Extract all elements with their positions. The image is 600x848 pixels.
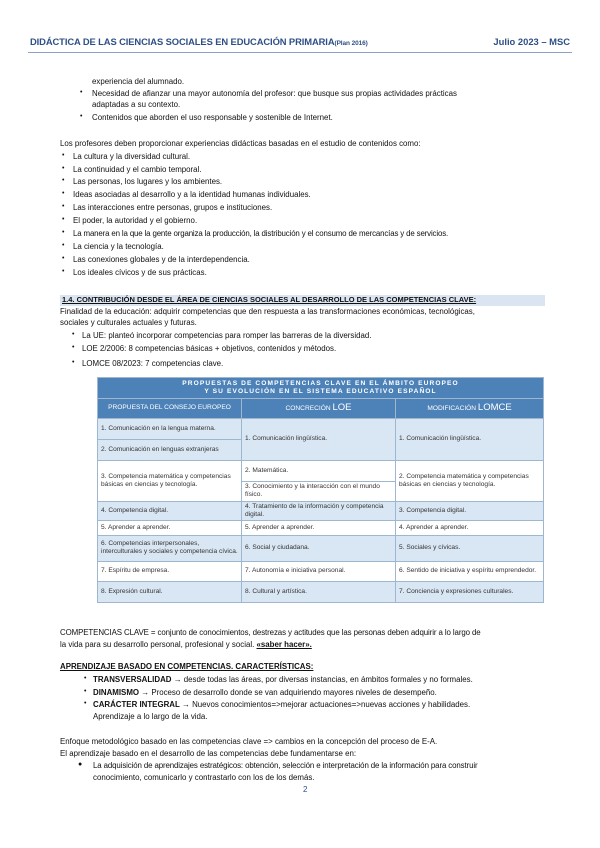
table-cell: 4. Tratamiento de la información y competencia digital. xyxy=(242,501,396,520)
bullet-icon: • xyxy=(62,190,65,197)
definition-line: COMPETENCIAS CLAVE = conjunto de conocimientos, destrezas y actitudes que las personas deben adquirir a lo largo de xyxy=(60,628,481,637)
list-item: Ideas asociadas al desarrollo y a la identidad humanas individuales. xyxy=(73,190,311,199)
table-cell: 1. Comunicación lingüística. xyxy=(242,418,396,460)
bullet-icon: • xyxy=(84,700,87,707)
list-item: Las interacciones entre personas, grupos e instituciones. xyxy=(73,203,273,212)
definition-line: la vida para su desarrollo personal, profesional y social. «saber hacer». xyxy=(60,640,312,649)
learning-item: DINAMISMO → Proceso de desarrollo donde se van adquiriendo mayores niveles de desempeño. xyxy=(93,688,437,697)
column-header: CONCRECIÓN LOE xyxy=(242,398,396,418)
list-item: Las personas, los lugares y los ambientes. xyxy=(73,177,223,186)
bullet-icon: • xyxy=(62,229,65,236)
table-title: PROPUESTAS DE COMPETENCIAS CLAVE EN EL ÁMBITO EUROPEO Y SU EVOLUCIÓN EN EL SISTEMA EDUCATIVO ESPAÑOL xyxy=(98,378,544,399)
page-number: 2 xyxy=(303,785,308,794)
approach-line: Enfoque metodológico basado en las competencias clave => cambios en la concepción del proceso de E-A. xyxy=(60,737,438,746)
list-item: La cultura y la diversidad cultural. xyxy=(73,152,191,161)
table-cell: 5. Aprender a aprender. xyxy=(98,520,242,535)
table-cell: 6. Sentido de iniciativa y espíritu emprendedor. xyxy=(396,561,544,581)
table-cell: 6. Social y ciudadana. xyxy=(242,535,396,561)
intro-bullet: Contenidos que aborden el uso responsable y sostenible de Internet. xyxy=(92,113,333,122)
header-title: DIDÁCTICA DE LAS CIENCIAS SOCIALES EN EDUCACIÓN PRIMARIA(Plan 2016) xyxy=(30,36,368,47)
section-heading: 1.4. CONTRIBUCIÓN DESDE EL ÁREA DE CIENCIAS SOCIALES AL DESARROLLO DE LAS COMPETENCIAS CLAVE: xyxy=(62,295,477,304)
learning-item: TRANSVERSALIDAD → desde todas las áreas, por diversas instancias, en ámbitos formales y no formales. xyxy=(93,675,473,684)
list-item: Las conexiones globales y de la interdependencia. xyxy=(73,255,250,264)
bullet-icon: • xyxy=(62,216,65,223)
bullet-icon: • xyxy=(62,177,65,184)
list-item: La manera en la que la gente organiza la producción, la distribución y el consumo de mercancías y de servicios. xyxy=(73,229,449,238)
table-cell: 7. Conciencia y expresiones culturales. xyxy=(396,581,544,602)
bullet-icon: • xyxy=(62,152,65,159)
bullet-icon: • xyxy=(62,268,65,275)
section-bullet: LOE 2/2006: 8 competencias básicas + objetivos, contenidos y métodos. xyxy=(82,344,337,353)
bullet-icon: • xyxy=(84,675,87,682)
bullet-icon: • xyxy=(72,359,75,366)
list-item: Los ideales cívicos y de sus prácticas. xyxy=(73,268,207,277)
bullet-icon: ● xyxy=(78,761,83,768)
list-item: La continuidad y el cambio temporal. xyxy=(73,165,202,174)
approach-bullet-cont: conocimiento, comunicarlo y contrastarlo con los de los demás. xyxy=(93,773,315,782)
table-cell: 4. Aprender a aprender. xyxy=(396,520,544,535)
bullet-icon: • xyxy=(80,113,83,120)
bullet-icon: • xyxy=(84,688,87,695)
table-cell: 3. Conocimiento y la interacción con el mundo físico. xyxy=(242,481,396,501)
header-date: Julio 2023 – MSC xyxy=(493,36,570,47)
bullet-icon: • xyxy=(62,165,65,172)
approach-line: El aprendizaje basado en el desarrollo de las competencias debe fundamentarse en: xyxy=(60,749,357,758)
table-cell: 2. Matemática. xyxy=(242,460,396,481)
learning-continuation: Aprendizaje a lo largo de la vida. xyxy=(93,712,208,721)
bullet-icon: • xyxy=(80,89,83,96)
intro-bullet-cont: adaptadas a su contexto. xyxy=(92,100,181,109)
bullet-icon: • xyxy=(62,255,65,262)
bullet-icon: • xyxy=(72,344,75,351)
section-bullet: LOMCE 08/2023: 7 competencias clave. xyxy=(82,359,224,368)
section-bullet: La UE: planteó incorporar competencias para romper las barreras de la diversidad. xyxy=(82,331,372,340)
page-header xyxy=(28,30,572,53)
table-cell: 4. Competencia digital. xyxy=(98,501,242,520)
table-cell: 7. Autonomía e iniciativa personal. xyxy=(242,561,396,581)
table-cell: 5. Sociales y cívicas. xyxy=(396,535,544,561)
table-cell: 2. Competencia matemática y competencias básicas en ciencias y tecnología. xyxy=(396,460,544,501)
table-cell: 8. Cultural y artística. xyxy=(242,581,396,602)
column-header: MODIFICACIÓN LOMCE xyxy=(396,398,544,418)
competencies-table xyxy=(97,377,544,603)
bullet-icon: • xyxy=(62,242,65,249)
intro-bullet: Necesidad de afianzar una mayor autonomía del profesor: que busque sus propias actividades prácticas xyxy=(92,89,457,98)
bullet-icon: • xyxy=(62,203,65,210)
table-cell: 8. Expresión cultural. xyxy=(98,581,242,602)
contents-lead: Los profesores deben proporcionar experiencias didácticas basadas en el estudio de contenidos como: xyxy=(60,139,421,148)
section-paragraph: Finalidad de la educación: adquirir competencias que den respuesta a las transformaciones económicas, tecnológicas, xyxy=(60,307,475,316)
section-paragraph-cont: sociales y culturales actuales y futuras. xyxy=(60,318,197,327)
table-cell: 6. Competencias interpersonales, interculturales y sociales y competencia cívica. xyxy=(98,535,242,561)
table-cell: 1. Comunicación en la lengua materna. xyxy=(98,418,242,439)
table-cell: 5. Aprender a aprender. xyxy=(242,520,396,535)
table-cell: 7. Espíritu de empresa. xyxy=(98,561,242,581)
table-cell: 3. Competencia digital. xyxy=(396,501,544,520)
bullet-icon: • xyxy=(72,331,75,338)
table-cell: 1. Comunicación lingüística. xyxy=(396,418,544,460)
list-item: El poder, la autoridad y el gobierno. xyxy=(73,216,198,225)
list-item: La ciencia y la tecnología. xyxy=(73,242,164,251)
learning-heading: APRENDIZAJE BASADO EN COMPETENCIAS. CARACTERÍSTICAS: xyxy=(60,662,314,671)
learning-item: CARÁCTER INTEGRAL → Nuevos conocimientos=>mejorar actuaciones=>nuevas acciones y habilidades. xyxy=(93,700,471,709)
approach-bullet: La adquisición de aprendizajes estratégicos: obtención, selección e interpretación de la información para construir xyxy=(93,761,478,770)
table-cell: 2. Comunicación en lenguas extranjeras xyxy=(98,439,242,460)
intro-continuation: experiencia del alumnado. xyxy=(92,77,185,86)
column-header: PROPUESTA DEL CONSEJO EUROPEO xyxy=(98,398,242,418)
table-cell: 3. Competencia matemática y competencias básicas en ciencias y tecnología. xyxy=(98,460,242,501)
